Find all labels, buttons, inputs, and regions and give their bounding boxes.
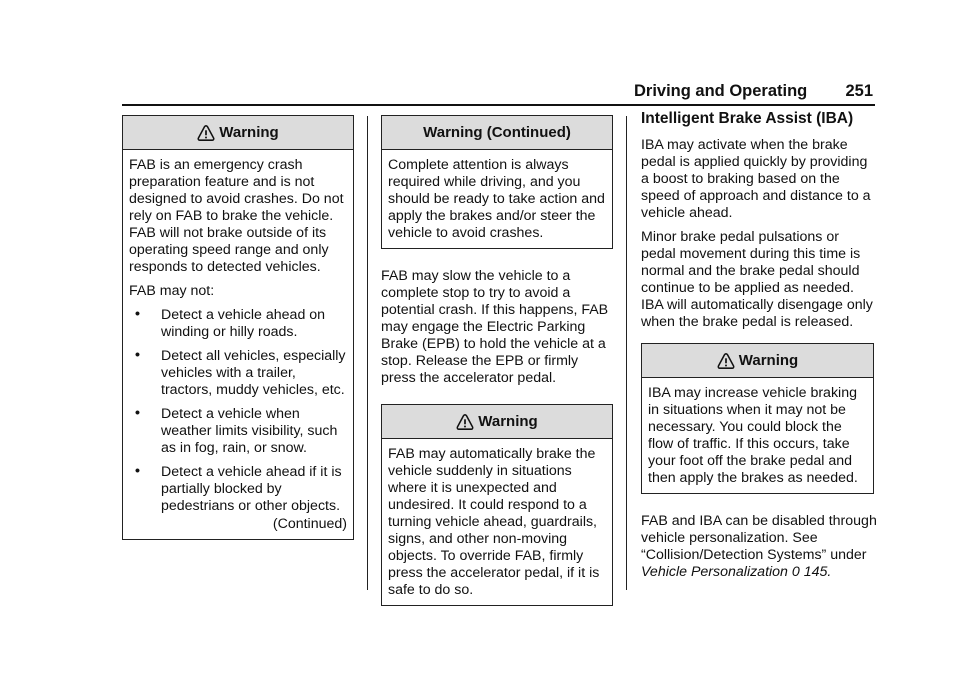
section-title: Intelligent Brake Assist (IBA): [641, 110, 854, 127]
body-paragraph: FAB may slow the vehicle to a complete stop to try to avoid a potential crash. If this happens, FAB may engage the Electric Parking Brake (EPB) to hold the vehicle at a stop. Release the EPB or firmly press the accelerator pedal.: [381, 268, 609, 386]
bullet-icon: •: [135, 347, 140, 363]
warning-text: FAB may automatically brake the vehicle suddenly in situations where it is unexpected and undesired. It could respond to a turning vehicle ahead, guardrails, signs, and other non-moving objects. To override FAB, firmly press the accelerator pedal, if it is safe to do so.: [388, 446, 600, 598]
page-header: [122, 82, 875, 106]
body-paragraph: [641, 513, 877, 581]
list-item: [135, 464, 347, 515]
column-divider: [626, 116, 627, 590]
warning-body: [123, 150, 353, 539]
column-1: [122, 115, 354, 540]
warning-body: [382, 150, 612, 248]
warning-header: [123, 116, 353, 150]
warning-text: FAB is an emergency crash preparation feature and is not designed to avoid crashes. Do not rely on FAB to brake the vehicle. FAB will not brake outside of its operating speed range and only responds to detected vehicles.: [129, 157, 344, 275]
list-item: [135, 406, 347, 457]
body-paragraph: IBA may activate when the brake pedal is applied quickly by providing a boost to braking based on the speed of approach and distance to a vehicle ahead.: [641, 137, 871, 221]
warning-title: Warning: [738, 352, 799, 369]
bullet-icon: •: [135, 463, 140, 479]
warning-triangle-icon: [197, 124, 215, 142]
paragraph-text: FAB and IBA can be disabled through vehicle personalization. See “Collision/Detection Systems” under: [641, 513, 877, 563]
column-2: [381, 115, 613, 606]
warning-text: Complete attention is always required while driving, and you should be ready to take action and apply the brakes and/or steer the vehicle to avoid crashes.: [388, 157, 605, 241]
list-item-text: Detect a vehicle ahead on winding or hilly roads.: [161, 307, 326, 340]
warning-box: [641, 343, 874, 494]
list-item: [135, 348, 347, 399]
page-reference-number[interactable]: 145.: [803, 564, 832, 580]
warning-box: [381, 404, 613, 606]
warning-box: [122, 115, 354, 540]
warning-title: Warning: [478, 413, 538, 430]
warning-header: Warning (Continued): [382, 116, 612, 150]
intro-text: FAB may not:: [129, 283, 215, 299]
continued-label: (Continued): [272, 516, 347, 532]
list-item: [135, 307, 347, 341]
list-item-text: Detect a vehicle ahead if it is partially blocked by pedestrians or other objects.: [161, 464, 342, 514]
bullet-icon: •: [135, 405, 140, 421]
list-item-text: Detect a vehicle when weather limits visibility, such as in fog, rain, or snow.: [161, 406, 338, 456]
warning-box-continued: [381, 115, 613, 249]
warning-triangle-icon: [456, 413, 474, 431]
list-item-text: Detect all vehicles, especially vehicles with a trailer, tractors, muddy vehicles, etc.: [161, 348, 346, 398]
page-number: 251: [845, 82, 873, 100]
warning-title: Warning: [219, 124, 279, 141]
page-reference-icon: 0: [791, 564, 800, 580]
column-3: [641, 109, 877, 588]
warning-text: IBA may increase vehicle braking in situations when it may not be necessary. You could block the flow of traffic. If this occurs, take your foot off the brake pedal and then apply the brakes as needed.: [648, 385, 858, 486]
bullet-icon: •: [135, 306, 140, 322]
warning-triangle-icon: [717, 352, 735, 370]
warning-header: [382, 405, 612, 439]
page-header-title: Driving and Operating: [634, 82, 808, 100]
warning-body: [642, 378, 873, 493]
cross-reference-link[interactable]: Vehicle Personalization: [641, 564, 788, 580]
column-divider: [367, 116, 368, 590]
warning-body: [382, 439, 612, 605]
bullet-list: [129, 307, 347, 515]
warning-header: [642, 344, 873, 378]
body-paragraph: Minor brake pedal pulsations or pedal movement during this time is normal and the brake pedal should continue to be applied as needed. IBA will automatically disengage only when the brake pedal is released.: [641, 229, 873, 330]
